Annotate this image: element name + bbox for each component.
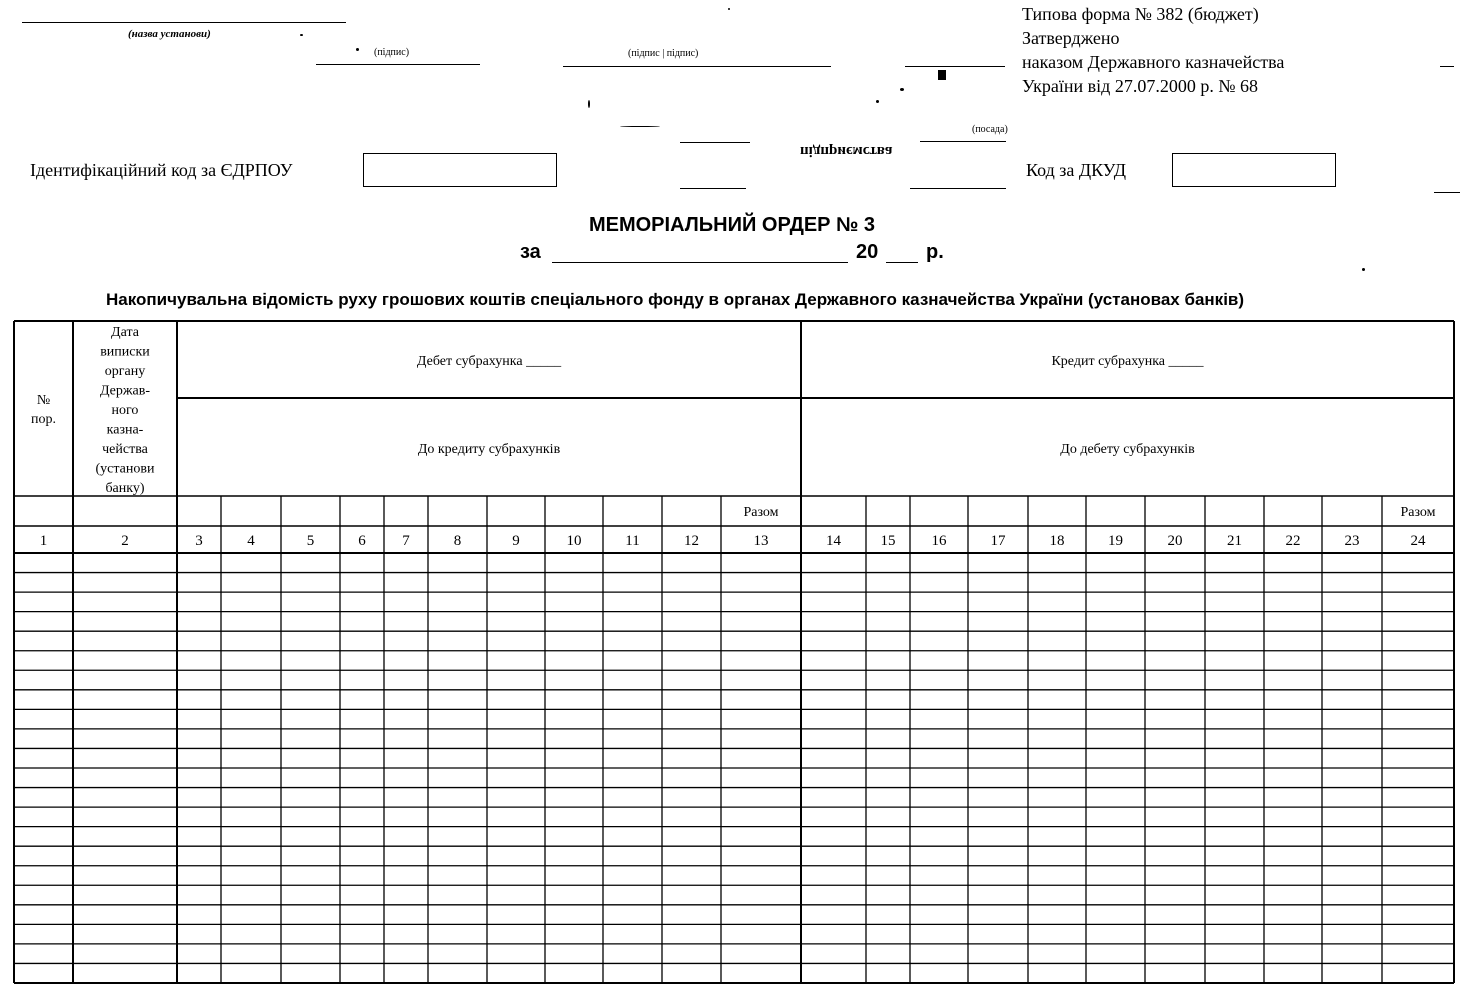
- credit-total-label: Разом: [1400, 505, 1436, 520]
- column-number: 21: [1227, 533, 1242, 549]
- table-row[interactable]: [14, 748, 1454, 768]
- order-line-1: наказом Державного казначейства: [1022, 52, 1285, 72]
- form-number: Типова форма № 382 (бюджет): [1022, 4, 1259, 24]
- table-row[interactable]: [14, 963, 1454, 983]
- column-number: 23: [1344, 533, 1360, 549]
- table-row[interactable]: [14, 866, 1454, 886]
- column-number: 24: [1410, 533, 1426, 549]
- dkud-label: Код за ДКУД: [1026, 160, 1126, 180]
- column-number: 13: [753, 533, 769, 549]
- col2-header-line: органу: [104, 364, 146, 379]
- credit-header: Кредит субрахунка _____: [1051, 354, 1204, 369]
- mirrored-stamp-text: підприємства: [800, 143, 893, 159]
- approved-text: Затверджено: [1022, 28, 1120, 48]
- column-number: 2: [121, 533, 129, 549]
- col2-header-line: Дата: [111, 325, 139, 340]
- col2-header-line: чейства: [102, 442, 148, 457]
- column-number: 14: [826, 533, 841, 549]
- column-number: 18: [1049, 533, 1065, 549]
- table-row[interactable]: [14, 651, 1454, 671]
- debit-subheader: До кредиту субрахунків: [417, 442, 561, 457]
- ledger-header-text: [31, 325, 1436, 549]
- document-subtitle: Накопичувальна відомість руху грошових коштів спеціального фонду в органах Державного казначейства України (установах банків): [106, 290, 1245, 309]
- col2-header-line: казна-: [106, 422, 144, 438]
- table-row[interactable]: [14, 768, 1454, 788]
- column-number: 10: [566, 533, 582, 549]
- col2-header-line: Держав-: [99, 383, 151, 399]
- order-line-2: України від 27.07.2000 р. № 68: [1022, 76, 1258, 96]
- table-row[interactable]: [14, 631, 1454, 651]
- signature-label-1: (підпис): [374, 47, 410, 58]
- credit-subheader: До дебету субрахунків: [1060, 442, 1195, 457]
- column-number: 22: [1285, 533, 1301, 549]
- column-number: 15: [880, 533, 896, 549]
- document-title: МЕМОРІАЛЬНИЙ ОРДЕР № 3: [588, 214, 876, 236]
- col2-header-line: ного: [111, 403, 139, 418]
- column-number: 17: [990, 533, 1006, 549]
- col2-header-line: виписки: [100, 344, 150, 360]
- table-row[interactable]: [14, 709, 1454, 729]
- table-row[interactable]: [14, 788, 1454, 808]
- table-row[interactable]: [14, 690, 1454, 710]
- column-number: 11: [625, 533, 640, 549]
- column-number: 19: [1108, 533, 1123, 549]
- column-number: 5: [306, 533, 315, 549]
- year-suffix: р.: [926, 241, 944, 263]
- debit-header: Дебет субрахунка _____: [416, 354, 562, 369]
- table-row[interactable]: [14, 573, 1454, 593]
- column-number: 6: [358, 533, 366, 549]
- table-row[interactable]: [14, 885, 1454, 905]
- table-row[interactable]: [14, 944, 1454, 964]
- col1-header-line: №: [36, 393, 51, 408]
- col1-header-line: пор.: [31, 412, 56, 427]
- column-number: 12: [684, 533, 699, 549]
- column-number: 8: [453, 533, 462, 549]
- table-row[interactable]: [14, 612, 1454, 632]
- table-row[interactable]: [14, 729, 1454, 749]
- table-row[interactable]: [14, 846, 1454, 866]
- debit-total-label: Разом: [743, 505, 779, 520]
- column-number: 20: [1167, 533, 1183, 549]
- institution-name-label: (назва установи): [128, 28, 211, 40]
- table-row[interactable]: [14, 905, 1454, 925]
- table-row[interactable]: [14, 553, 1454, 573]
- column-number: 3: [195, 533, 203, 549]
- column-number: 1: [39, 533, 48, 549]
- table-row[interactable]: [14, 807, 1454, 827]
- za-label: за: [520, 241, 541, 263]
- edrpou-label: Ідентифікаційний код за ЄДРПОУ: [30, 160, 293, 180]
- ledger-body: [14, 553, 1454, 983]
- year-prefix: 20: [856, 241, 879, 263]
- col2-header-line: банку): [105, 481, 145, 496]
- table-row[interactable]: [14, 592, 1454, 612]
- column-number: 4: [247, 533, 255, 549]
- table-row[interactable]: [14, 670, 1454, 690]
- table-row[interactable]: [14, 924, 1454, 944]
- column-number: 7: [402, 533, 410, 549]
- column-number: 9: [512, 533, 520, 549]
- table-row[interactable]: [14, 827, 1454, 847]
- column-number: 16: [931, 533, 947, 549]
- signature-label-2: (підпис | підпис): [628, 48, 699, 59]
- position-label: (посада): [972, 124, 1008, 135]
- col2-header-line: (установи: [95, 461, 155, 477]
